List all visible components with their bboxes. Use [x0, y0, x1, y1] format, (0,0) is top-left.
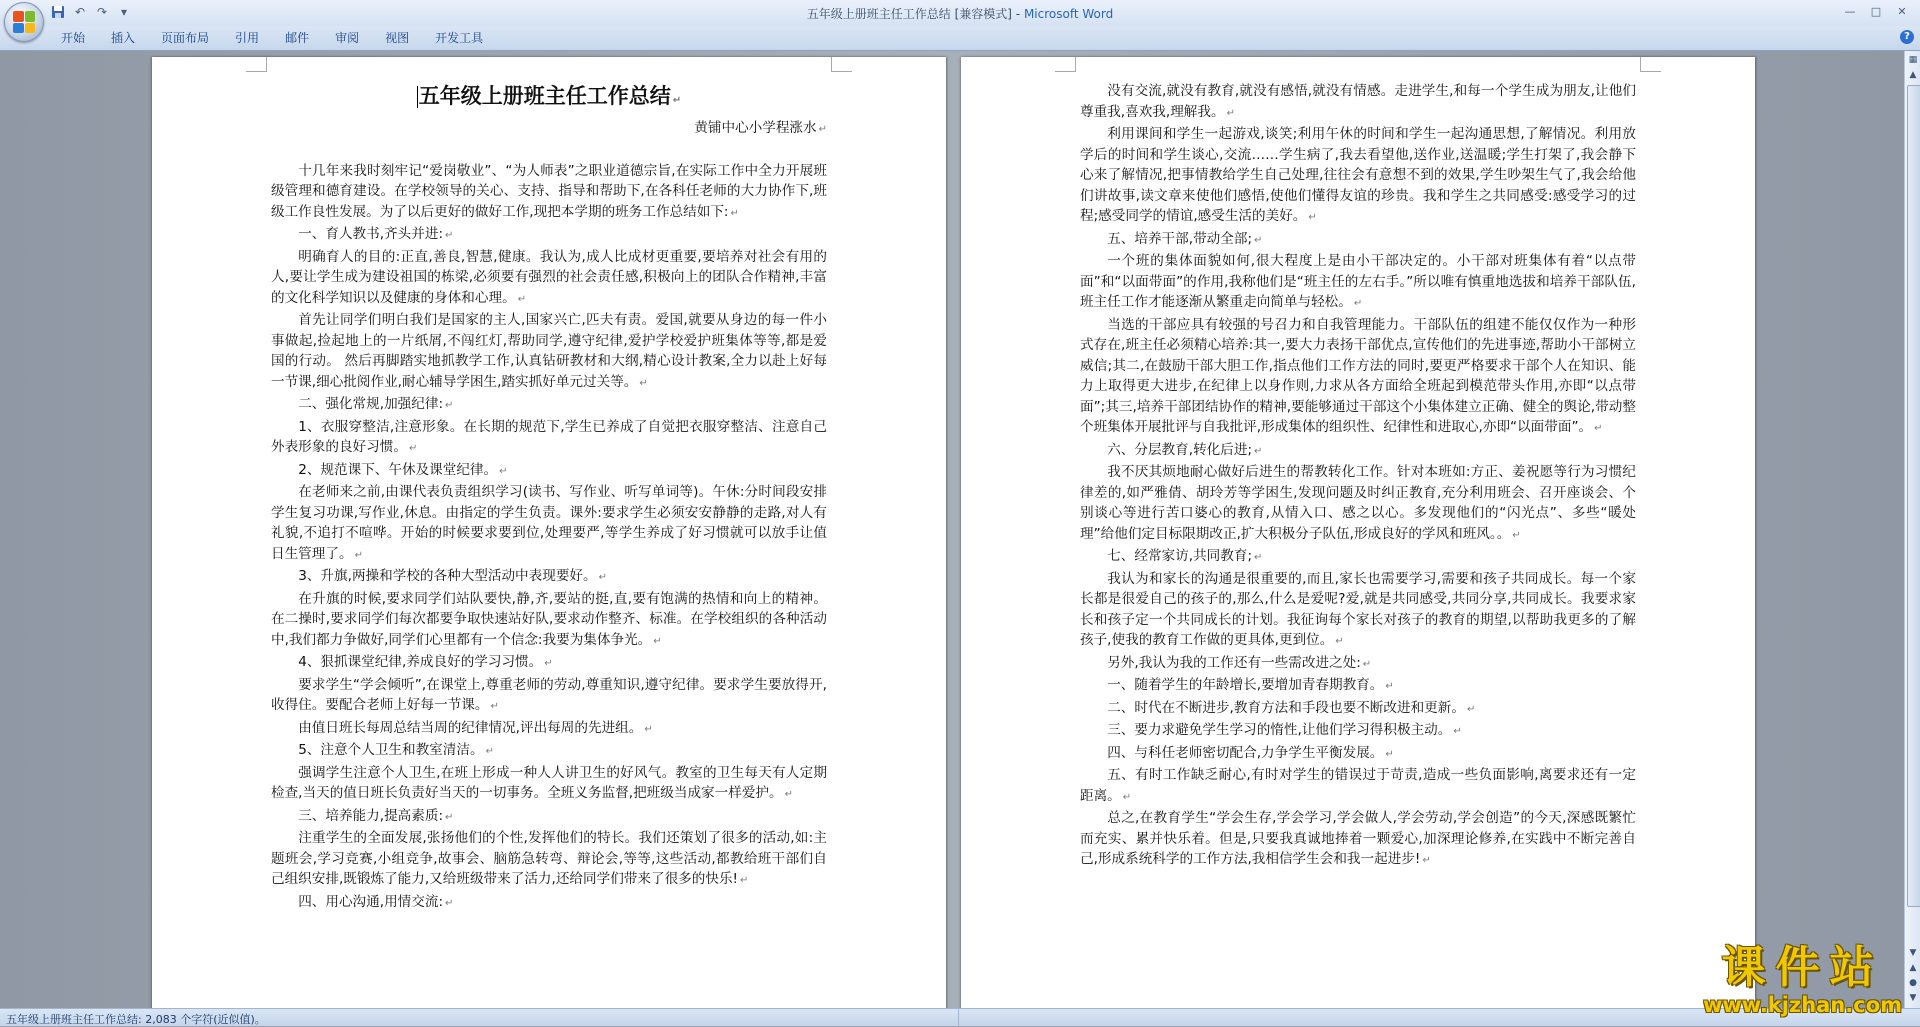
help-icon[interactable]: ? [1900, 30, 1914, 44]
undo-icon[interactable]: ↶ [74, 5, 86, 19]
section-heading: 一、育人教书,齐头并进: ↵ [271, 224, 827, 247]
paragraph: 2、规范课下、午休及课堂纪律。 ↵ [271, 460, 827, 483]
text-cursor [417, 86, 418, 108]
application-name: Microsoft Word [1023, 7, 1114, 21]
browse-object-icon[interactable]: ● [1909, 978, 1917, 988]
paragraph: 5、注意个人卫生和教室清洁。 ↵ [271, 740, 827, 763]
tab-home[interactable]: 开始 [61, 31, 86, 45]
section-heading: 五、培养干部,带动全部; ↵ [1080, 229, 1636, 252]
margin-corner-mark [246, 57, 267, 72]
tab-references[interactable]: 引用 [235, 31, 260, 45]
window-title [0, 5, 1920, 22]
document-page-1[interactable] [152, 57, 946, 1008]
paragraph: 利用课间和学生一起游戏,谈笑;利用午休的时间和学生一起沟通思想,了解情况。利用放学后的时间和学生谈心,交流……学生病了,我去看望他,送作业,送温暖;学生打架了,我会静下心来了解情况,把事情教给学生自己处理,往往会有意想不到的效果,学生吵架生气了,我会给他们讲故事,读文章来使他们感悟,使他们懂得友谊的珍贵。我和学生之共同感受:感受学习的过程;感受同学的情谊,感受生活的美好。 ↵ [1080, 124, 1636, 229]
paragraph: 3、升旗,两操和学校的各种大型活动中表现要好。 ↵ [271, 566, 827, 589]
document-title: 五年级上册班主任工作总结 ↵ [271, 81, 827, 116]
paragraph: 没有交流,就没有教育,就没有感悟,就没有情感。走进学生,和每一个学生成为朋友,让他们尊重我,喜欢我,理解我。 ↵ [1080, 81, 1636, 124]
list-item: 四、与科任老师密切配合,力争学生平衡发展。 ↵ [1080, 743, 1636, 766]
section-heading: 四、用心沟通,用情交流: ↵ [271, 892, 827, 915]
list-item: 五、有时工作缺乏耐心,有时对学生的错误过于苛责,造成一些负面影响,离要求还有一定距离。 ↵ [1080, 765, 1636, 808]
paragraph: 要求学生“学会倾听”,在课堂上,尊重老师的劳动,尊重知识,遵守纪律。要求学生要放得开,收得住。要配合老师上好每一节课。 ↵ [271, 675, 827, 718]
paragraph: 我不厌其烦地耐心做好后进生的帮教转化工作。针对本班如:方正、姜祝愿等行为习惯纪律差的,如严雅倩、胡玲芳等学困生,发现问题及时纠正教育,充分利用班会、召开座谈会、个别谈心等进行苦口婆心的教育,从情入口、感之以心。多发现他们的“闪光点”、多些“暖处理”给他们定目标限期改正,扩大积极分子队伍,形成良好的学风和班风。。 ↵ [1080, 462, 1636, 546]
office-button[interactable] [4, 2, 44, 42]
paragraph: 我认为和家长的沟通是很重要的,而且,家长也需要学习,需要和孩子共同成长。每一个家长都是很爱自己的孩子的,那么,什么是爱呢?爱,就是共同感受,共同分享,共同成长。我要求家长和孩子定一个共同成长的计划。我征询每个家长对孩子的教育的期望,以帮助我更多的了解孩子,使我的教育工作做的更具体,更到位。 ↵ [1080, 569, 1636, 653]
watermark [1703, 943, 1902, 1017]
paragraph: 由值日班长每周总结当周的纪律情况,评出每周的先进组。 ↵ [271, 718, 827, 741]
section-heading: 三、培养能力,提高素质: ↵ [271, 806, 827, 829]
margin-corner-mark [1640, 57, 1661, 72]
paragraph: 在升旗的时候,要求同学们站队要快,静,齐,要站的挺,直,要有饱满的热情和向上的精神。在二操时,要求同学们每次都要争取快速站好队,要求动作整齐、标准。在学校组织的各种活动中,我们都力争做好,同学们心里都有一个信念:我要为集体争光。 ↵ [271, 589, 827, 653]
previous-page-icon[interactable]: ▲ [1909, 963, 1917, 973]
margin-corner-mark [1055, 57, 1076, 72]
status-divider [958, 1009, 959, 1026]
scrollbar-thumb[interactable] [1907, 85, 1920, 907]
paragraph: 明确育人的目的:正直,善良,智慧,健康。我认为,成人比成材更重要,要培养对社会有用的人,要让学生成为建设祖国的栋梁,必须要有强烈的社会责任感,积极向上的团队合作精神,丰富的文化科学知识以及健康的身体和心理。 ↵ [271, 247, 827, 311]
paragraph: 总之,在教育学生“学会生存,学会学习,学会做人,学会劳动,学会创造”的今天,深感既繁忙而充实、累并快乐着。但是,只要我真诚地捧着一颗爱心,加深理论修养,在实践中不断完善自己,形成系统科学的工作方法,我相信学生会和我一起进步! ↵ [1080, 808, 1636, 872]
ribbon-tabs [48, 30, 496, 46]
window-controls [1838, 2, 1914, 20]
document-page-2[interactable] [961, 57, 1755, 1008]
status-bar [0, 1008, 1920, 1026]
watermark-url: www.kjzhan.com [1702, 993, 1902, 1017]
paragraph: 4、狠抓课堂纪律,养成良好的学习习惯。 ↵ [271, 652, 827, 675]
document-name: 五年级上册班主任工作总结 [兼容模式] [806, 7, 1012, 21]
paragraph: 注重学生的全面发展,张扬他们的个性,发挥他们的特长。我们还策划了很多的活动,如:主题班会,学习竞赛,小组竞争,故事会、脑筋急转弯、辩论会,等等,这些活动,都教给班干部们自己组织安排,既锻炼了能力,又给班级带来了活力,还给同学们带来了很多的快乐! ↵ [271, 828, 827, 892]
next-page-icon[interactable]: ▼ [1909, 993, 1917, 1003]
minimize-icon[interactable]: — [1844, 4, 1856, 18]
list-item: 二、时代在不断进步,教育方法和手段也要不断改进和更新。 ↵ [1080, 698, 1636, 721]
paragraph: 当选的干部应具有较强的号召力和自我管理能力。干部队伍的组建不能仅仅作为一种形式存在,班主任必须精心培养:其一,要大力表扬干部优点,宣传他们的先进事迹,帮助小干部树立威信;其二,在鼓励干部大胆工作,指点他们工作方法的同时,要更严格要求干部个人在知识、能力上取得更大进步,在纪律上以身作则,力求从各方面给全班起到模范带头作用,亦即“以点带面”;其三,培养干部团结协作的精神,要能够通过干部这个小集体建立正确、健全的舆论,带动整个班集体开展批评与自我批评,形成集体的组织性、纪律性和进取心,亦即“以面带面”。 ↵ [1080, 315, 1636, 440]
margin-corner-mark [831, 57, 852, 72]
title-bar [0, 0, 1920, 26]
ruler-toggle-icon[interactable]: ▦ [1908, 55, 1918, 65]
paragraph: 在老师来之前,由课代表负责组织学习(读书、写作业、听写单词等)。午休:分时间段安排学生复习功课,写作业,休息。由指定的学生负责。课外:要求学生必须安安静静的走路,对人有礼貌,不追打不喧哗。开始的时候要求要到位,处理要严,等学生养成了好习惯就可以放手让值日生管理了。 ↵ [271, 482, 827, 566]
paragraph: 首先让同学们明白我们是国家的主人,国家兴亡,匹夫有责。爱国,就要从身边的每一件小事做起,捡起地上的一片纸屑,不闯红灯,帮助同学,遵守纪律,爱护学校爱护班集体等等,都是爱国的行动。 然后再脚踏实地抓教学工作,认真钻研教材和大纲,精心设计教案,全力以赴上好每一节课,细心批阅作业,耐心辅导学困生,踏实抓好单元过关等。 ↵ [271, 310, 827, 394]
section-heading: 七、经常家访,共同教育; ↵ [1080, 546, 1636, 569]
page-2-text [1080, 81, 1636, 872]
paragraph: 强调学生注意个人卫生,在班上形成一种人人讲卫生的好风气。教室的卫生每天有人定期检查,当天的值日班长负责好当天的一切事务。全班义务监督,把班级当成家一样爱护。 ↵ [271, 763, 827, 806]
title-separator: - [1011, 7, 1024, 21]
page-1-text [271, 73, 827, 914]
document-byline: 黄铺中心小学程涨水 ↵ [271, 118, 827, 141]
paragraph: 十几年来我时刻牢记“爱岗敬业”、“为人师表”之职业道德宗旨,在实际工作中全力开展班级管理和德育建设。在学校领导的关心、支持、指导和帮助下,在各科任老师的大力协作下,班级工作良性发展。为了以后更好的做好工作,现把本学期的班务工作总结如下: ↵ [271, 161, 827, 225]
maximize-icon[interactable]: □ [1870, 4, 1882, 18]
tab-page-layout[interactable]: 页面布局 [161, 31, 210, 45]
scroll-up-icon[interactable]: ▲ [1909, 70, 1917, 80]
tab-review[interactable]: 审阅 [335, 31, 360, 45]
tab-mailings[interactable]: 邮件 [285, 31, 310, 45]
vertical-scrollbar[interactable] [1904, 51, 1920, 1008]
chevron-down-icon[interactable]: ▾ [120, 5, 128, 19]
status-text: 五年级上册班主任工作总结: 2,083 个字符(近似值)。 [6, 1013, 266, 1026]
document-workspace [0, 51, 1904, 1008]
section-heading: 六、分层教育,转化后进; ↵ [1080, 440, 1636, 463]
tab-insert[interactable]: 插入 [111, 31, 136, 45]
list-item: 三、要力求避免学生学习的惰性,让他们学习得积极主动。 ↵ [1080, 720, 1636, 743]
office-logo-icon [13, 11, 35, 33]
section-heading: 二、强化常规,加强纪律: ↵ [271, 394, 827, 417]
paragraph: 1、衣服穿整洁,注意形象。在长期的规范下,学生已养成了自觉把衣服穿整洁、注意自己外表形象的良好习惯。 ↵ [271, 417, 827, 460]
redo-icon[interactable]: ↷ [96, 5, 108, 19]
scroll-down-icon[interactable]: ▼ [1909, 948, 1917, 958]
close-icon[interactable]: ✕ [1897, 4, 1907, 18]
ribbon [0, 26, 1920, 51]
paragraph: 另外,我认为我的工作还有一些需改进之处: ↵ [1080, 653, 1636, 676]
list-item: 一、随着学生的年龄增长,要增加青春期教育。 ↵ [1080, 675, 1636, 698]
tab-developer[interactable]: 开发工具 [435, 31, 484, 45]
watermark-text: 课件站 [1721, 942, 1884, 993]
paragraph: 一个班的集体面貌如何,很大程度上是由小干部决定的。小干部对班集体有着“以点带面”和“以面带面”的作用,我称他们是“班主任的左右手。”所以唯有慎重地选拔和培养干部队伍,班主任工作才能逐渐从繁重走向简单与轻松。 ↵ [1080, 251, 1636, 315]
left-paragraphs [271, 161, 827, 915]
tab-view[interactable]: 视图 [385, 31, 410, 45]
